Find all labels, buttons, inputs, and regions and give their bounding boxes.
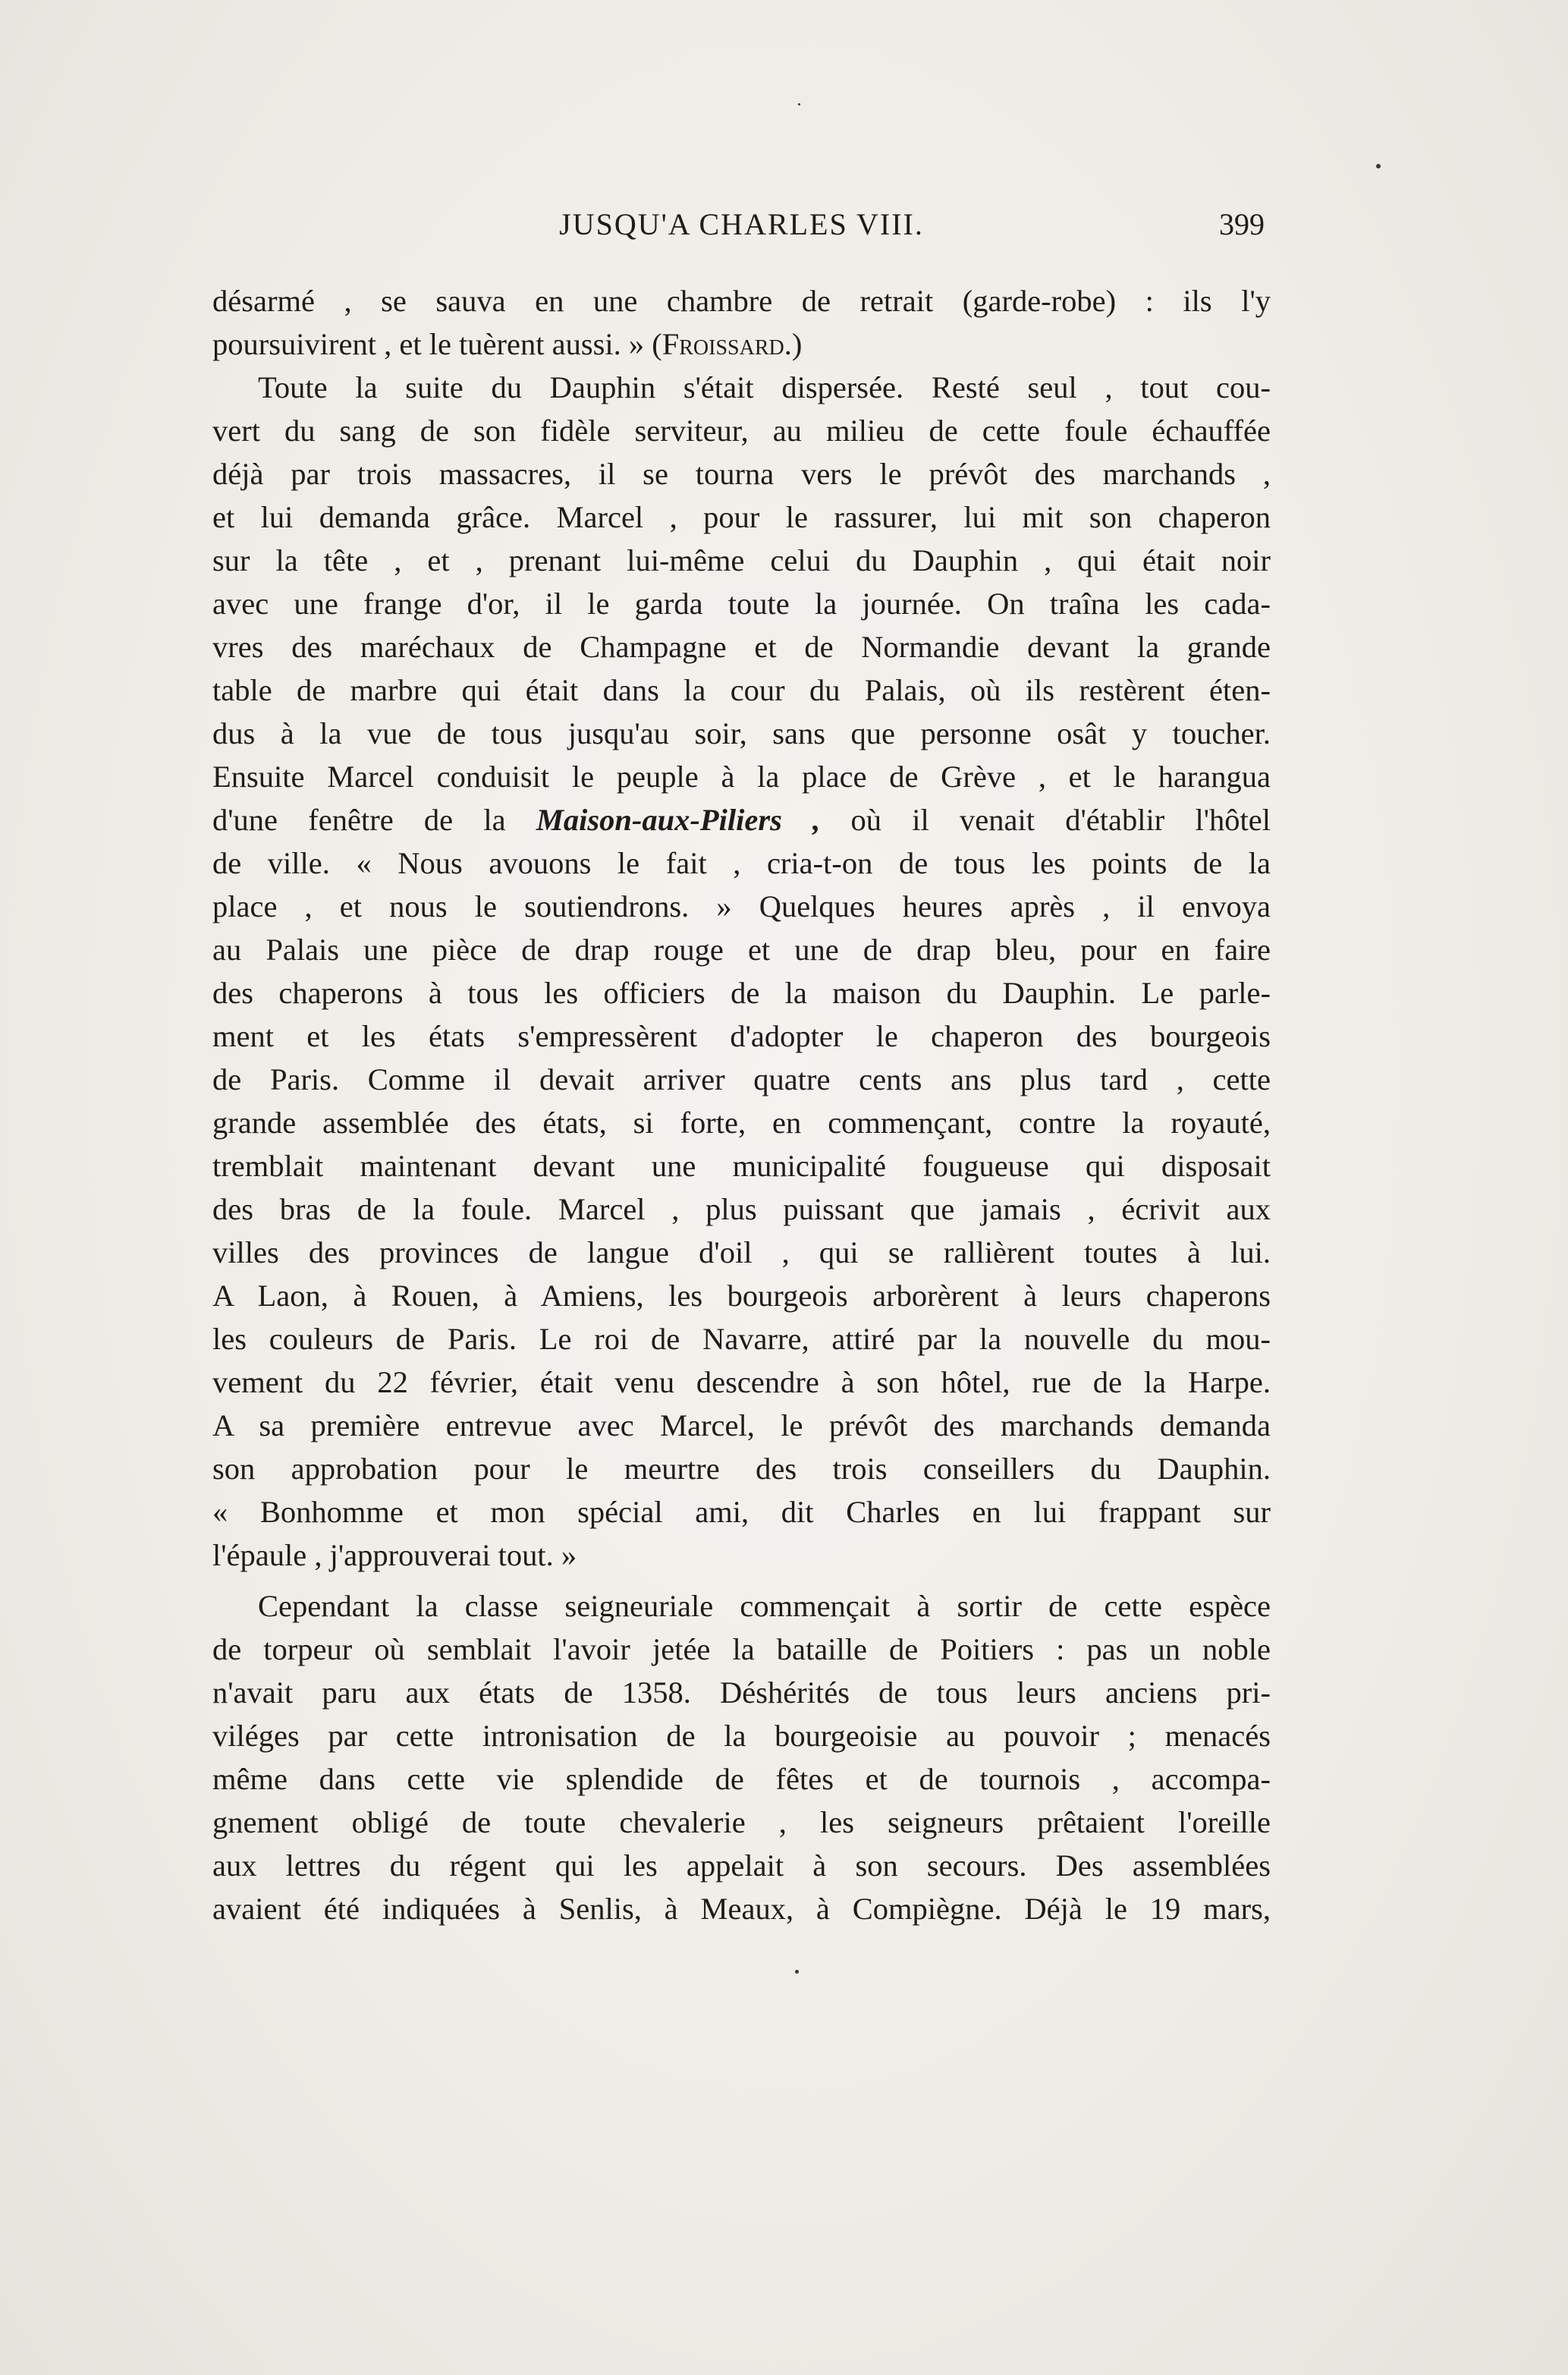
text-line: A sa première entrevue avec Marcel, le prévôt des marchands demanda [212, 1408, 1271, 1442]
text-fragment: où il venait d'établir l'hôtel [820, 803, 1271, 837]
text-line: n'avait paru aux états de 1358. Déshérités de tous leurs anciens pri- [212, 1675, 1271, 1710]
text-line: vement du 22 février, était venu descendre à son hôtel, rue de la Harpe. [212, 1365, 1271, 1399]
page-number: 399 [1219, 207, 1265, 241]
text-line: désarmé , se sauva en une chambre de retrait (garde-robe) : ils l'y [212, 284, 1271, 318]
text-line: même dans cette vie splendide de fêtes et de tournois , accompa- [212, 1762, 1271, 1796]
body-text [212, 279, 1271, 1930]
place-name: Maison-aux-Piliers , [536, 803, 821, 837]
text-line: des bras de la foule. Marcel , plus puissant que jamais , écrivit aux [212, 1192, 1271, 1226]
text-line: gnement obligé de toute chevalerie , les seigneurs prêtaient l'oreille [212, 1805, 1271, 1839]
text-line-froissard [212, 322, 1271, 366]
text-line: son approbation pour le meurtre des trois conseillers du Dauphin. [212, 1452, 1271, 1486]
text-line: « Bonhomme et mon spécial ami, dit Charles en lui frappant sur [212, 1495, 1271, 1529]
text-fragment: d'une fenêtre de la [212, 803, 536, 837]
text-line: A Laon, à Rouen, à Amiens, les bourgeois arborèrent à leurs chaperons [212, 1279, 1271, 1313]
text-line: déjà par trois massacres, il se tourna vers le prévôt des marchands , [212, 457, 1271, 491]
text-line: viléges par cette intronisation de la bourgeoisie au pouvoir ; menacés [212, 1719, 1271, 1753]
text-line: dus à la vue de tous jusqu'au soir, sans que personne osât y toucher. [212, 716, 1271, 750]
text-line: table de marbre qui était dans la cour du Palais, où ils restèrent éten- [212, 673, 1271, 707]
text-line: de torpeur où semblait l'avoir jetée la bataille de Poitiers : pas un noble [212, 1632, 1271, 1666]
text-line: des chaperons à tous les officiers de la maison du Dauphin. Le parle- [212, 976, 1271, 1010]
text-line: Ensuite Marcel conduisit le peuple à la place de Grève , et le harangua [212, 760, 1271, 794]
text-line-maison [212, 798, 1271, 841]
text-line: de Paris. Comme il devait arriver quatre cents ans plus tard , cette [212, 1062, 1271, 1096]
text-line: les couleurs de Paris. Le roi de Navarre, attiré par la nouvelle du mou- [212, 1322, 1271, 1356]
text-line: aux lettres du régent qui les appelait à son secours. Des assemblées [212, 1848, 1271, 1883]
text-line: ment et les états s'empressèrent d'adopter le chaperon des bourgeois [212, 1019, 1271, 1053]
text-line: avaient été indiquées à Senlis, à Meaux, à Compiègne. Déjà le 19 mars, [212, 1892, 1271, 1926]
text-line: de ville. « Nous avouons le fait , cria-t-on de tous les points de la [212, 846, 1271, 880]
text-line: place , et nous le soutiendrons. » Quelques heures après , il envoya [212, 889, 1271, 923]
text-line: avec une frange d'or, il le garda toute la journée. On traîna les cada- [212, 587, 1271, 621]
text-fragment: poursuivirent , et le tuèrent aussi. » ( [212, 327, 662, 361]
running-head [212, 206, 1271, 252]
paper-speck [798, 103, 800, 105]
text-line: et lui demanda grâce. Marcel , pour le rassurer, lui mit son chaperon [212, 500, 1271, 534]
text-line: tremblait maintenant devant une municipalité fougueuse qui disposait [212, 1149, 1271, 1183]
text-line: grande assemblée des états, si forte, en commençant, contre la royauté, [212, 1106, 1271, 1140]
text-line: sur la tête , et , prenant lui-même celui du Dauphin , qui était noir [212, 543, 1271, 577]
text-line: vert du sang de son fidèle serviteur, au milieu de cette foule échauffée [212, 414, 1271, 448]
paper-speck [795, 1970, 799, 1974]
author-name: Froissard. [661, 327, 792, 361]
text-line: au Palais une pièce de drap rouge et une de drap bleu, pour en faire [212, 933, 1271, 967]
paragraph-start: Cependant la classe seigneuriale commençait à sortir de cette espèce [258, 1589, 1271, 1623]
running-title: JUSQU'A CHARLES VIII. [559, 207, 924, 241]
paragraph-start: Toute la suite du Dauphin s'était dispersée. Resté seul , tout cou- [258, 370, 1271, 404]
text-line: l'épaule , j'approuverai tout. » [212, 1538, 577, 1572]
text-fragment: ) [791, 327, 803, 361]
text-line: villes des provinces de langue d'oil , qui se rallièrent toutes à lui. [212, 1235, 1271, 1269]
paper-speck [1376, 164, 1381, 168]
text-line: vres des maréchaux de Champagne et de Normandie devant la grande [212, 630, 1271, 664]
